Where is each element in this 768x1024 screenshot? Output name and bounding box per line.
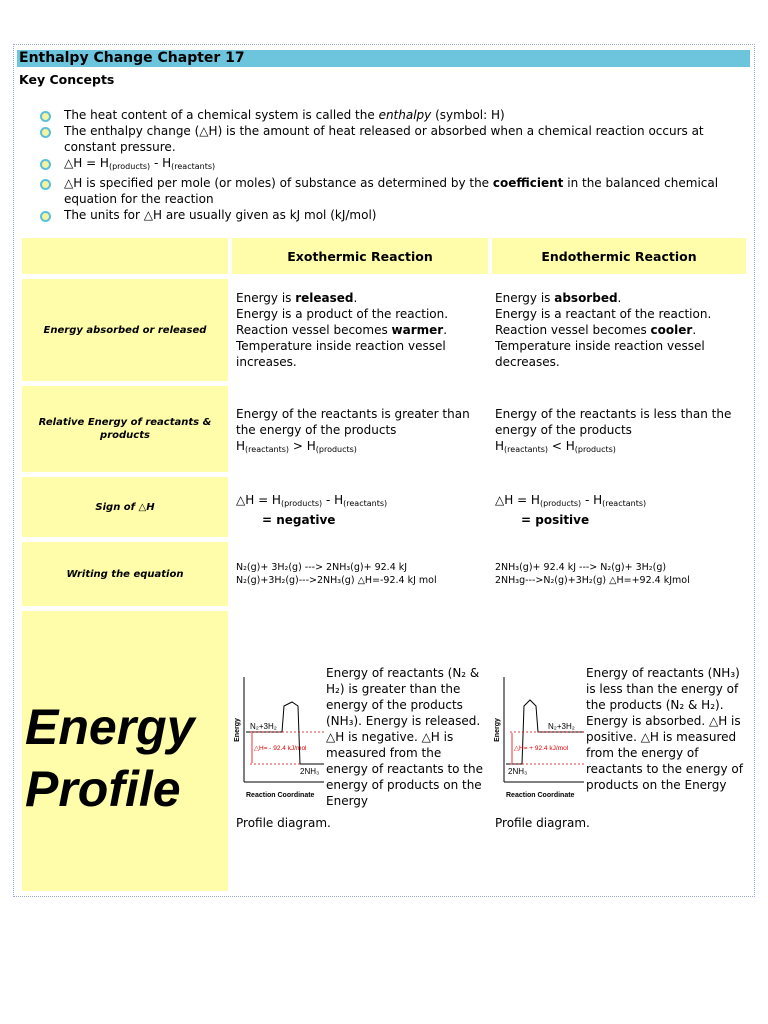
endo-profile-text-a: Energy of reactants (NH₃) is less than the energy of the products (N₂ & H₂). Energy is absorbed. △H is positive. △H is measured from the energy of reactants to the energy of products on the Energy [586,666,744,792]
endo-profile-text-b: Profile diagram. [495,816,590,830]
row-label-sign: Sign of △H [22,477,228,537]
endothermic-header: Endothermic Reaction [492,238,746,274]
endo-product-label: N₂+3H₂ [548,722,575,731]
key-concepts-heading: Key Concepts [19,72,115,87]
exo-dh-label: △H= - 92.4 kJ/mol [254,745,307,752]
endo-y-axis-label: Energy [494,718,501,742]
row-label-absorbed: Energy absorbed or released [22,279,228,381]
exo-product-label: 2NH₃ [300,767,320,776]
endo-x-axis-label: Reaction Coordinate [506,792,575,799]
bullet-icon [40,211,51,222]
bullet-icon [40,179,51,190]
exo-energy-text: Energy is released. Energy is a product of the reaction. Reaction vessel becomes warmer. Temperature inside reaction vessel increases. [236,291,449,369]
concept-item: △H is specified per mole (or moles) of substance as determined by the coefficient in the balanced chemical equation for the reaction [40,175,746,207]
endo-relative-text: Energy of the reactants is less than the energy of the products $H_{(reactants)} < H_{(products)}$ [495,407,732,454]
endo-reactant-label: 2NH₃ [508,767,528,776]
exo-relative-text: Energy of the reactants is greater than the energy of the products $H_{(reactants)} > H_{(products)}$ [236,407,470,454]
exo-energy-diagram [234,672,326,802]
concept-item: The enthalpy change (△H) is the amount of heat released or absorbed when a chemical reaction occurs at constant pressure. [40,123,746,155]
exo-x-axis-label: Reaction Coordinate [246,792,315,799]
concept-item: The heat content of a chemical system is called the enthalpy (symbol: H) [40,107,746,123]
exo-equation-text: N₂(g)+ 3H₂(g) ---> 2NH₃(g)+ 92.4 kJ N₂(g)+3H₂(g)--->2NH₃(g) △H=-92.4 kJ mol [236,562,437,586]
exothermic-header: Exothermic Reaction [232,238,488,274]
energy-profile-label: Energy Profile [25,699,195,817]
exo-sign-text: △H = $H_{(products)} - H_{(reactants)}$ = negative [236,493,388,527]
endo-sign-text: △H = $H_{(products)} - H_{(reactants)}$ = positive [495,493,647,527]
concept-list [40,107,746,223]
page-title: Enthalpy Change Chapter 17 [19,50,245,66]
exo-profile-text-a: Energy of reactants (N₂ & H₂) is greater than the energy of the products (NH₃). Energy is released. △H is negative. △H is measured from the energy of reactants to the energy of products on the Energy [326,666,484,808]
exo-reactant-label: N₂+3H₂ [250,722,277,731]
concept-item: △H = $H_{(products)} - H_{(reactants)}$ [40,155,746,175]
concept-item: The units for △H are usually given as kJ mol (kJ/mol) [40,207,746,223]
endo-energy-diagram [494,672,586,802]
endo-energy-text: Energy is absorbed. Energy is a reactant of the reaction. Reaction vessel becomes cooler. Temperature inside reaction vessel decreases. [495,291,712,369]
bullet-icon [40,159,51,170]
exo-profile-text-b: Profile diagram. [236,816,331,830]
exo-y-axis-label: Energy [234,718,241,742]
table-corner-cell [22,238,228,274]
endo-dh-label: △H= + 92.4 kJ/mol [514,745,569,752]
row-label-equation: Writing the equation [22,542,228,606]
bullet-icon [40,127,51,138]
bullet-icon [40,111,51,122]
endo-equation-text: 2NH₃(g)+ 92.4 kJ ---> N₂(g)+ 3H₂(g) 2NH₃g--->N₂(g)+3H₂(g) △H=+92.4 kJmol [495,562,690,586]
row-label-relative: Relative Energy of reactants & products [22,386,228,472]
